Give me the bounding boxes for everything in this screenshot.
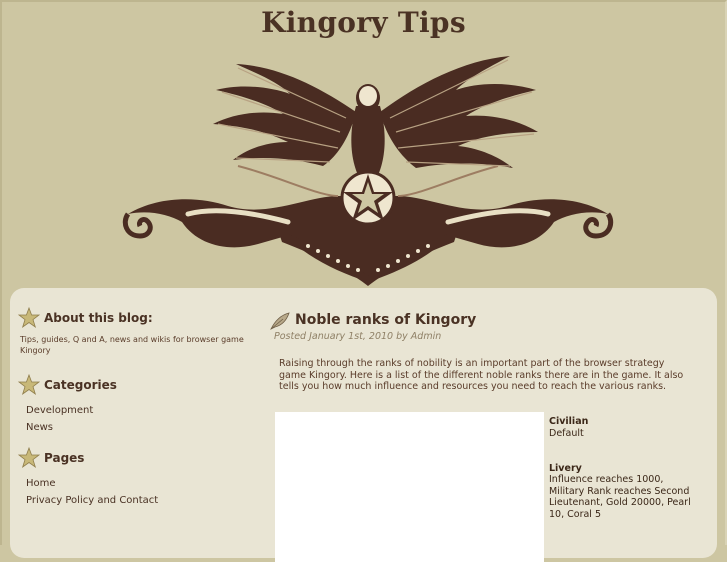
post-author-link[interactable]: Admin	[410, 331, 442, 342]
sidebar-heading-pages	[18, 446, 84, 470]
sidebar-link-news[interactable]: News	[26, 422, 54, 433]
about-text: Tips, guides, Q and A, news and wikis for browser game Kingory	[20, 335, 244, 355]
site-title[interactable]: Kingory Tips	[261, 6, 466, 39]
sidebar-link-home[interactable]: Home	[26, 478, 56, 489]
star-icon	[18, 307, 40, 329]
rank-description: Influence reaches 1000, Military Rank reaches Second Lieutenant, Gold 20000, Pearl 10, Coral 5	[549, 474, 691, 520]
star-icon	[18, 447, 40, 469]
post-image-placeholder	[275, 412, 544, 562]
sidebar-heading-categories-label: Categories	[44, 378, 117, 392]
star-icon	[18, 374, 40, 396]
sidebar-heading-about-label: About this blog:	[44, 311, 153, 325]
eagle-emblem	[118, 46, 618, 290]
sidebar-link-development[interactable]: Development	[26, 405, 94, 416]
content-panel	[10, 288, 717, 558]
sidebar-heading-pages-label: Pages	[44, 451, 85, 465]
sidebar-heading-categories	[18, 373, 117, 397]
rank-name: Livery	[549, 463, 582, 474]
sidebar-link-privacy[interactable]: Privacy Policy and Contact	[26, 495, 159, 506]
post-intro: Raising through the ranks of nobility is an important part of the browser strategy game Kingory. Here is a list of the different noble ranks there are in the game. It also tells you how much influence and resources you need to reach the various ranks.	[279, 358, 684, 392]
feather-icon	[269, 311, 291, 331]
rank-description: Default	[549, 428, 584, 439]
post-title[interactable]: Noble ranks of Kingory	[295, 312, 477, 328]
post-meta	[274, 331, 441, 342]
sidebar-heading-about	[18, 306, 153, 330]
rank-name: Civilian	[549, 416, 589, 427]
post-date: Posted January 1st, 2010 by	[274, 331, 408, 342]
